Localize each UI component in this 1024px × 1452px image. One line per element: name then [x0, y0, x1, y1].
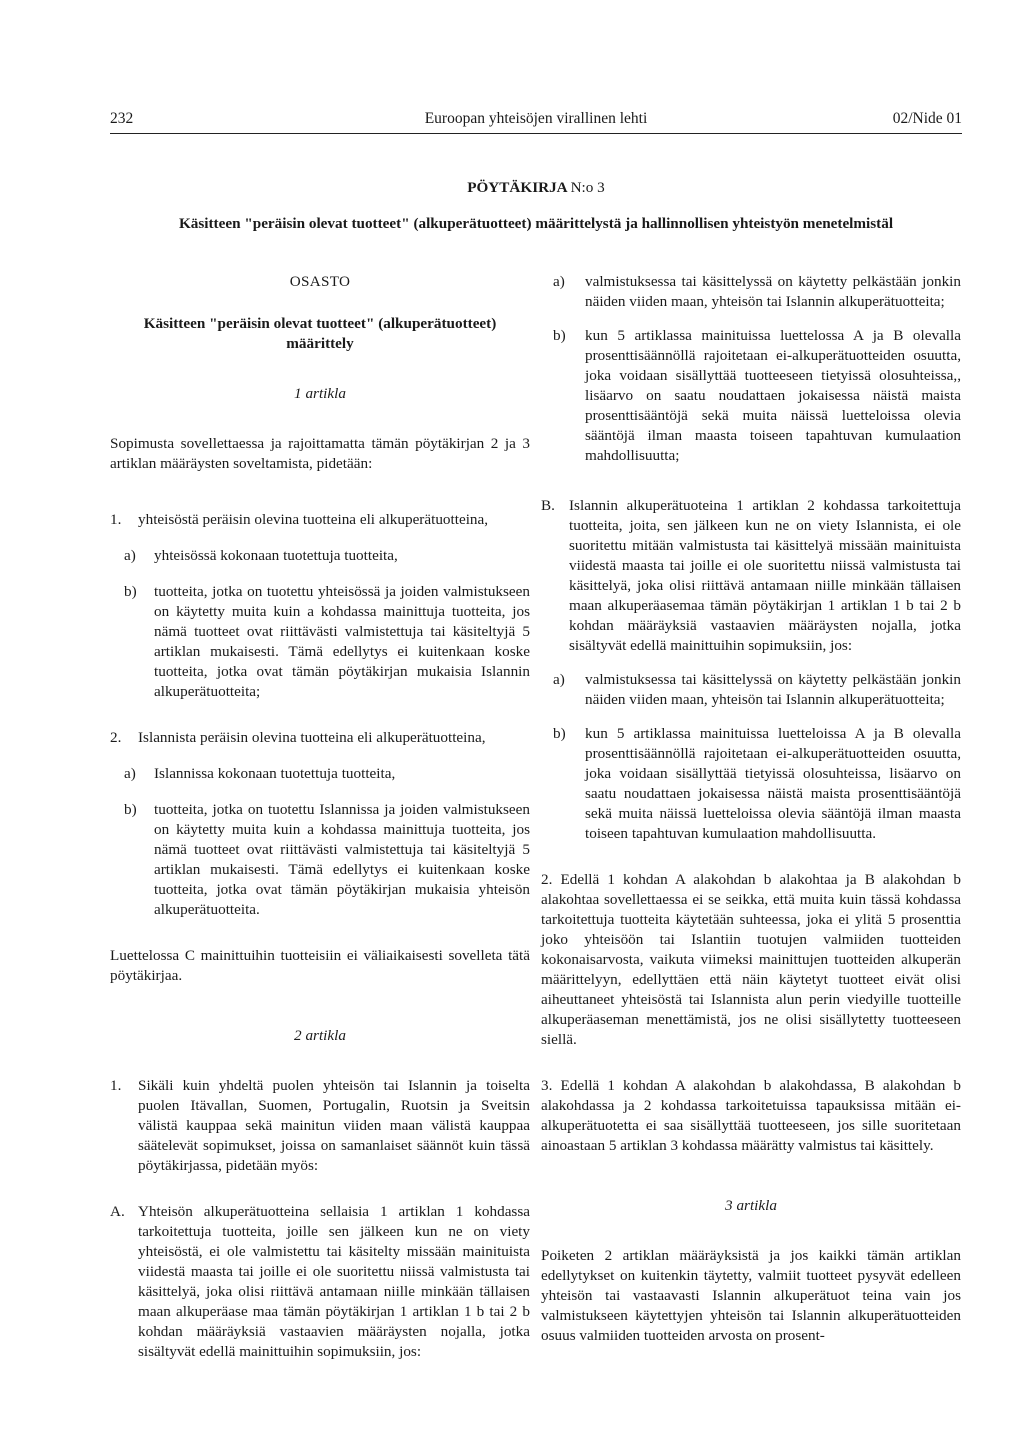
document-subtitle: Käsitteen "peräisin olevat tuotteet" (alkuperätuotteet) määrittelystä ja hallinnollisen yhteistyön menetelmistäl	[178, 215, 894, 232]
header-rule	[110, 133, 962, 134]
A-sub-b	[553, 326, 961, 466]
sub-label: a)	[553, 671, 565, 688]
sub-text: tuotteita, jotka on tuotettu Islannissa ja joiden valmistukseen on käytetty muita kuin a kohdassa mainittuja tuotteita, jos nämä tuotteet ovat riittävästi valmistettuja tai käsiteltyjä 5 artiklan mukaisesti. Tämä edellytys ei kuitenkaan koske tuotteita, jotka ovat tämän pöytäkirjan mukaisia yhteisön alkuperätuotteita.	[154, 801, 530, 918]
article-1-intro: Sopimusta sovellettaessa ja rajoittamatta tämän pöytäkirjan 2 ja 3 artiklan määräysten soveltamista, pidetään:	[110, 435, 530, 472]
para-label: 1.	[110, 1077, 122, 1094]
para-label: 2.	[110, 729, 122, 746]
para-text: Sikäli kuin yhdeltä puolen yhteisön tai Islannin ja toiselta puolen Itävallan, Suomen, Portugalin, Ruotsin ja Sveitsin välistä kauppaa sekä mainitun viiden maan välistä kauppaa säätelevät sopimukset, joissa on samanlaiset säännöt kuin tässä pöytäkirjassa, pidetään myös:	[138, 1077, 530, 1174]
article-1-para-1-b	[124, 582, 530, 702]
article-2-para-1	[110, 1076, 530, 1176]
sub-text: kun 5 artiklassa mainituissa luetteloissa A ja B olevalla prosenttisäännöllä rajoitetaan ei-alkuperätuotteiden osuutta, joka voidaan sisällyttää tietyissä olosuhteissa, lisäarvo on saatu noudattaen jokaisessa näistä maista prosenttisääntöjä sekä muita näissä luetteloissa olevia sääntöjä ilman maasta toiseen tapahtuvan kumulaation mahdollisuutta.	[585, 725, 961, 842]
sub-label: a)	[124, 765, 136, 782]
sub-text: valmistuksessa tai käsittelyssä on käytetty pelkästään jonkin näiden viiden maan, yhteisön tai Islannin alkuperätuotteita;	[585, 671, 961, 708]
para-text: yhteisöstä peräisin olevina tuotteina eli alkuperätuotteina,	[138, 511, 489, 528]
page-header	[110, 109, 962, 133]
title-number: N:o 3	[570, 179, 605, 196]
title-main: PÖYTÄKIRJA	[467, 179, 567, 196]
para-label: A.	[110, 1203, 125, 1220]
para-label: 1.	[110, 511, 122, 528]
article-1-para-2-b	[124, 800, 530, 920]
section-heading: Käsitteen "peräisin olevat tuotteet" (alkuperätuotteet) määrittely	[143, 315, 497, 352]
article-2-para-2: 2. Edellä 1 kohdan A alakohdan b alakohtaa ja B alakohdan b alakohtaa sovellettaessa ei se seikka, että muita kuin tässä kohdassa tarkoitettuja tuotteita käytetään suhteessa, joka ei ylitä 5 prosenttia joko yhteisöön tai Islantiin tuotujen valmiiden tuotteiden kokonaisarvosta, vaikuta viimeksi mainittujen tuotteiden alkuperän määrittelyyn, edellyttäen että näin käytetyt tuotteet eivät olisi aiheuttaneet yhteisöstä tai Islannista alun perin viedyille tuotteille alkuperäaseman menettämistä, jos ne olisi sisällytetty tuotteeseen siellä.	[541, 871, 961, 1048]
A-sub-a	[553, 272, 961, 312]
sub-label: b)	[124, 801, 137, 818]
article-2-title: 2 artikla	[294, 1027, 346, 1044]
page-number: 232	[110, 110, 134, 127]
left-column	[110, 272, 530, 1362]
article-1-title: 1 artikla	[294, 385, 346, 402]
section-label: OSASTO	[289, 273, 351, 290]
sub-label: b)	[124, 583, 137, 600]
sub-label: b)	[553, 725, 566, 742]
para-text: Islannista peräisin olevina tuotteina eli alkuperätuotteina,	[138, 729, 486, 746]
list-c-note: Luettelossa C mainittuihin tuotteisiin ei väliaikaisesti sovelleta tätä pöytäkirjaa.	[110, 947, 530, 984]
sub-text: yhteisössä kokonaan tuotettuja tuotteita,	[154, 547, 398, 564]
article-2-para-1-B	[541, 496, 961, 656]
sub-label: a)	[553, 273, 565, 290]
sub-text: tuotteita, jotka on tuotettu yhteisössä ja joiden valmistukseen on käytetty muita kuin a kohdassa mainittuja tuotteita, jos nämä tuotteet ovat riittävästi valmistettuja tai käsiteltyjä 5 artiklan mukaisesti. Tämä edellytys ei kuitenkaan koske tuotteita, jotka ovat tämän pöytäkirjan mukaisia Islannin alkuperätuotteita;	[154, 583, 530, 700]
article-1-para-2	[110, 728, 530, 748]
article-2-para-1-A	[110, 1202, 530, 1362]
sub-text: kun 5 artiklassa mainituissa luettelossa A ja B olevalla prosenttisäännöllä rajoitetaan ei-alkuperätuotteiden osuutta, joka voidaan sisällyttää tuotteeseen tietyissä olosuhteissa,, lisäarvo on saatu noudattaen jokaisessa näistä maista prosenttisääntöjä sekä muita näissä luetteloissa olevia sääntöjä ilman maasta toiseen tapahtuvan kumulaation mahdollisuutta;	[585, 327, 961, 464]
article-1-para-1-a	[124, 546, 530, 566]
para-text: Islannin alkuperätuoteina 1 artiklan 2 kohdassa tarkoitettuja tuotteita, joita, sen jälkeen kun ne on viety Islannista, ei ole suoritettu mitään valmistusta tai käsittelyä missään mainituista viidestä maasta tai joille ei ole suoritettu niissä valmistusta tai käsittelyä, joka olisi riittävä antamaan niille minkään tällaisen maan alkuperäasemaa tämän pöytäkirjan 1 artiklan 1 b tai 2 b kohdan määräyksiä vastaavien määräysten nojalla, jotka sisältyvät edellä mainittuihin sopimuksiin, jos:	[569, 497, 961, 654]
sub-label: b)	[553, 327, 566, 344]
sub-label: a)	[124, 547, 136, 564]
sub-text: valmistuksessa tai käsittelyssä on käytetty pelkästään jonkin näiden viiden maan, yhteisön tai Islannin alkuperätuotteita;	[585, 273, 961, 310]
journal-name: Euroopan yhteisöjen virallinen lehti	[424, 110, 648, 127]
para-label: B.	[541, 497, 555, 514]
article-3-title: 3 artikla	[725, 1197, 777, 1214]
document-title	[110, 178, 962, 198]
volume-label: 02/Nide 01	[892, 110, 962, 127]
article-2-para-3: 3. Edellä 1 kohdan A alakohdan b alakohdassa, B alakohdan b alakohdassa ja 2 kohdassa tarkoitetuissa tapauksissa mitään ei-alkuperätuotetta ei saa sisällyttää tuotteeseen, jos sille suoritetaan ainoastaan 5 artiklan 3 kohdassa määrätty valmistus tai käsittely.	[541, 1077, 961, 1154]
right-column	[541, 272, 961, 1346]
B-sub-a	[553, 670, 961, 710]
article-1-para-1	[110, 510, 530, 530]
B-sub-b	[553, 724, 961, 844]
article-1-para-2-a	[124, 764, 530, 784]
para-text: Yhteisön alkuperätuotteina sellaisia 1 artiklan 1 kohdassa tarkoitettuja tuotteita, joille sen jälkeen kun ne on viety yhteisöstä, ei ole valmistettu tai käsitelty missään mainituista viidestä maasta tai joille ei ole suoritettu niissä valmistusta tai käsittelyä, joka olisi riittävä antamaan niille minkään tällaisen maan alkuperäase maa tämän pöytäkirjan 1 artiklan 1 b tai 2 b kohdan määräyksiä vastaavien määräysten nojalla, jotka sisältyvät edellä mainittuihin sopimuksiin, jos:	[138, 1203, 530, 1360]
article-3-text: Poiketen 2 artiklan määräyksistä ja jos kaikki tämän artiklan edellytykset on kuitenkin täytetty, valmiit tuotteet pysyvät edelleen yhteisön tai vastaavasti Islannin alkuperätuot teina vain jos valmistukseen käytettyjen yhteisön tai Islannin alkuperätuotteiden osuus valmiiden tuotteiden arvosta on prosent-	[541, 1247, 961, 1344]
sub-text: Islannissa kokonaan tuotettuja tuotteita,	[154, 765, 396, 782]
